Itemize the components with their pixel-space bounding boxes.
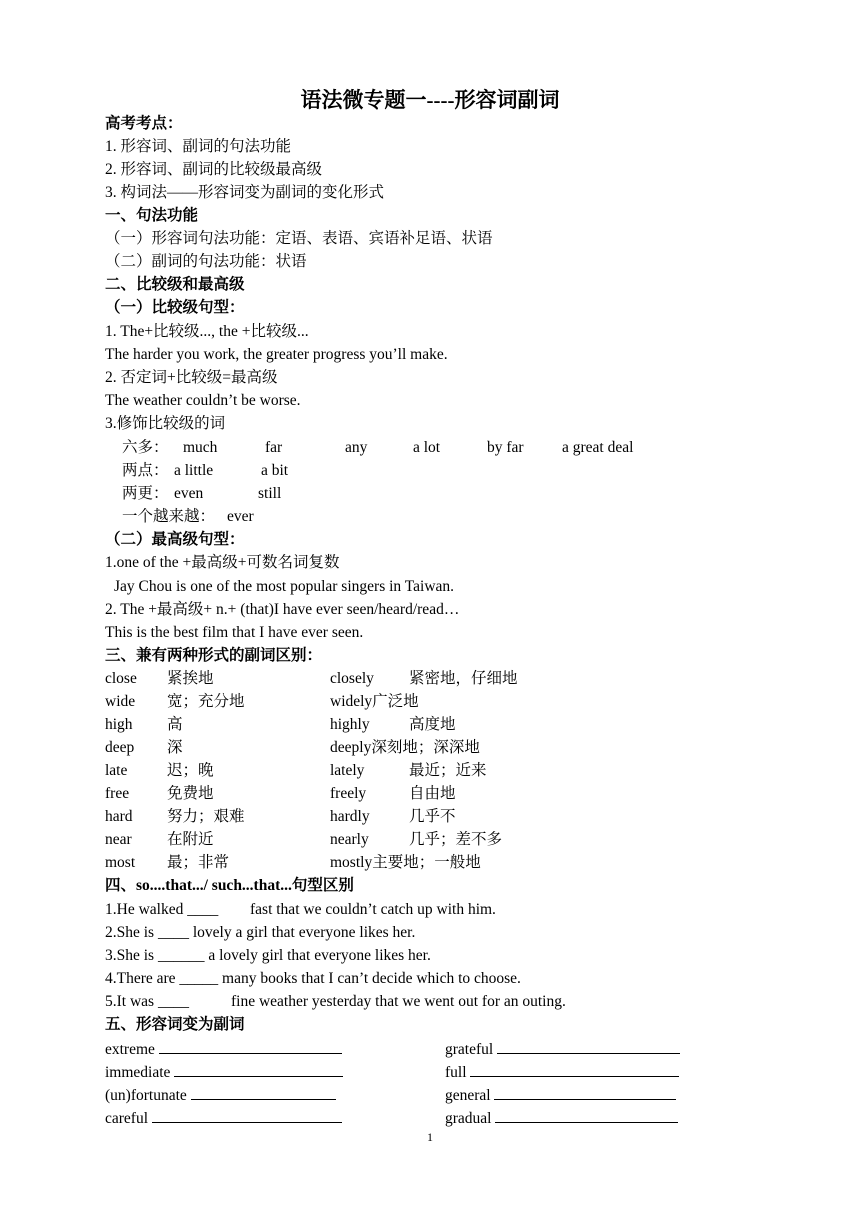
fill-in-item	[445, 1108, 678, 1129]
adverb-ly-meaning: 紧密地，仔细地	[409, 670, 518, 687]
answer-blank[interactable]	[174, 1062, 343, 1077]
section4-heading: 四、so....that.../ such...that...句型区别	[105, 877, 354, 894]
adjective-word: full	[445, 1064, 467, 1081]
adverb-word: hard	[105, 808, 133, 825]
adverb-ly-meaning: 最近；近来	[409, 762, 487, 779]
fill-in-item	[105, 1085, 336, 1106]
adverb-meaning: 最；非常	[167, 854, 230, 871]
answer-blank[interactable]	[191, 1085, 336, 1100]
adverb-ly-word: nearly	[330, 831, 369, 848]
adverb-ly-meaning: 几乎不	[409, 808, 456, 825]
answer-blank[interactable]	[494, 1085, 676, 1100]
exercise-text: 1.He walked ____	[105, 901, 219, 918]
section1-item-2: （二）副词的句法功能：状语	[105, 253, 307, 270]
adverb-word: close	[105, 670, 137, 687]
fill-in-item	[105, 1039, 342, 1060]
section3-heading: 三、兼有两种形式的副词区别：	[105, 647, 323, 664]
exercise-text: fine weather yesterday that we went out for an outing.	[231, 993, 566, 1010]
fill-in-item	[445, 1085, 676, 1106]
answer-blank[interactable]	[470, 1062, 679, 1077]
section1-heading: 一、句法功能	[105, 207, 199, 224]
adjective-word: immediate	[105, 1064, 171, 1081]
adverb-ly-word: closely	[330, 670, 374, 687]
answer-blank[interactable]	[497, 1039, 680, 1054]
fill-in-item	[445, 1062, 679, 1083]
superlative-pattern-1: 1.one of the +最高级+可数名词复数	[105, 554, 340, 571]
answer-blank[interactable]	[495, 1108, 678, 1123]
adverb-meaning: 高	[167, 716, 183, 733]
answer-blank[interactable]	[152, 1108, 342, 1123]
adverb-ly-meaning: 高度地	[409, 716, 456, 733]
exercise-5	[105, 992, 189, 1012]
fill-in-item	[445, 1039, 680, 1060]
exam-point-3: 3. 构词法——形容词变为副词的变化形式	[105, 184, 385, 201]
modifier-word: far	[265, 439, 283, 456]
adverb-ly-word: hardly	[330, 808, 370, 825]
modifier-word: even	[174, 485, 204, 502]
adverb-ly-meaning: 几乎；差不多	[409, 831, 503, 848]
section2-sub2: （二）最高级句型：	[105, 531, 245, 548]
superlative-example-1: Jay Chou is one of the most popular singers in Taiwan.	[114, 578, 455, 595]
adverb-ly-word: widely广泛地	[330, 693, 419, 710]
adjective-word: grateful	[445, 1041, 494, 1058]
exercise-1	[105, 900, 218, 920]
modifier-word: a little	[174, 462, 214, 479]
fill-in-item	[105, 1062, 343, 1083]
modifier-label: 两点：	[122, 462, 169, 479]
exercise-text: fast that we couldn’t catch up with him.	[250, 901, 496, 918]
adverb-ly-word: lately	[330, 762, 365, 779]
modifier-word: a bit	[261, 462, 289, 479]
modifier-word: ever	[227, 508, 254, 525]
modifier-word: any	[345, 439, 368, 456]
adverb-ly-word: deeply深刻地；深深地	[330, 739, 480, 756]
adjective-word: gradual	[445, 1110, 492, 1127]
modifier-word: a lot	[413, 439, 441, 456]
comparative-example-1: The harder you work, the greater progress you’ll make.	[105, 346, 448, 363]
exam-points-heading: 高考考点：	[105, 115, 183, 132]
adjective-word: extreme	[105, 1041, 155, 1058]
adverb-meaning: 努力；艰难	[167, 808, 245, 825]
adverb-ly-meaning: 自由地	[409, 785, 456, 802]
exercise-3: 3.She is ______ a lovely girl that everyone likes her.	[105, 947, 431, 964]
exercise-4: 4.There are _____ many books that I can’t decide which to choose.	[105, 970, 521, 987]
adverb-word: late	[105, 762, 128, 779]
adverb-ly-word: highly	[330, 716, 370, 733]
adjective-word: careful	[105, 1110, 149, 1127]
adjective-word: general	[445, 1087, 491, 1104]
modifier-word: a great deal	[562, 439, 634, 456]
exercise-2: 2.She is ____ lovely a girl that everyone likes her.	[105, 924, 416, 941]
comparative-pattern-1: 1. The+比较级..., the +比较级...	[105, 323, 309, 340]
adverb-word: wide	[105, 693, 136, 710]
section2-heading: 二、比较级和最高级	[105, 276, 245, 293]
adverb-ly-word: freely	[330, 785, 367, 802]
page-title: 语法微专题一----形容词副词	[300, 88, 560, 112]
adverb-meaning: 免费地	[167, 785, 214, 802]
adverb-word: near	[105, 831, 132, 848]
section2-sub1: （一）比较级句型：	[105, 299, 245, 316]
section1-item-1: （一）形容词句法功能：定语、表语、宾语补足语、状语	[105, 230, 493, 247]
adverb-meaning: 迟；晚	[167, 762, 214, 779]
adverb-meaning: 紧挨地	[167, 670, 214, 687]
adverb-word: free	[105, 785, 130, 802]
adverb-meaning: 深	[167, 739, 183, 756]
superlative-pattern-2: 2. The +最高级+ n.+ (that)I have ever seen/heard/read…	[105, 601, 460, 618]
modifier-row-1	[122, 438, 169, 458]
modifier-word: still	[258, 485, 282, 502]
modifier-label: 两更：	[122, 485, 169, 502]
comparative-pattern-3: 3.修饰比较级的词	[105, 415, 226, 432]
answer-blank[interactable]	[159, 1039, 342, 1054]
modifier-label: 一个越来越：	[122, 508, 216, 525]
superlative-example-2: This is the best film that I have ever seen.	[105, 624, 364, 641]
exercise-text: 5.It was ____	[105, 993, 189, 1010]
exam-point-1: 1. 形容词、副词的句法功能	[105, 138, 292, 155]
section5-heading: 五、形容词变为副词	[105, 1016, 245, 1033]
comparative-example-2: The weather couldn’t be worse.	[105, 392, 301, 409]
adjective-word: (un)fortunate	[105, 1087, 187, 1104]
adverb-meaning: 宽；充分地	[167, 693, 245, 710]
comparative-pattern-2: 2. 否定词+比较级=最高级	[105, 369, 278, 386]
modifier-word: by far	[487, 439, 524, 456]
adverb-word: most	[105, 854, 136, 871]
adverb-word: high	[105, 716, 133, 733]
modifier-word: much	[183, 439, 218, 456]
adverb-word: deep	[105, 739, 135, 756]
adverb-meaning: 在附近	[167, 831, 214, 848]
fill-in-item	[105, 1108, 342, 1129]
page-number: 1	[427, 1130, 433, 1144]
exam-point-2: 2. 形容词、副词的比较级最高级	[105, 161, 323, 178]
adverb-ly-word: mostly主要地；一般地	[330, 854, 481, 871]
modifier-label: 六多：	[122, 439, 169, 456]
